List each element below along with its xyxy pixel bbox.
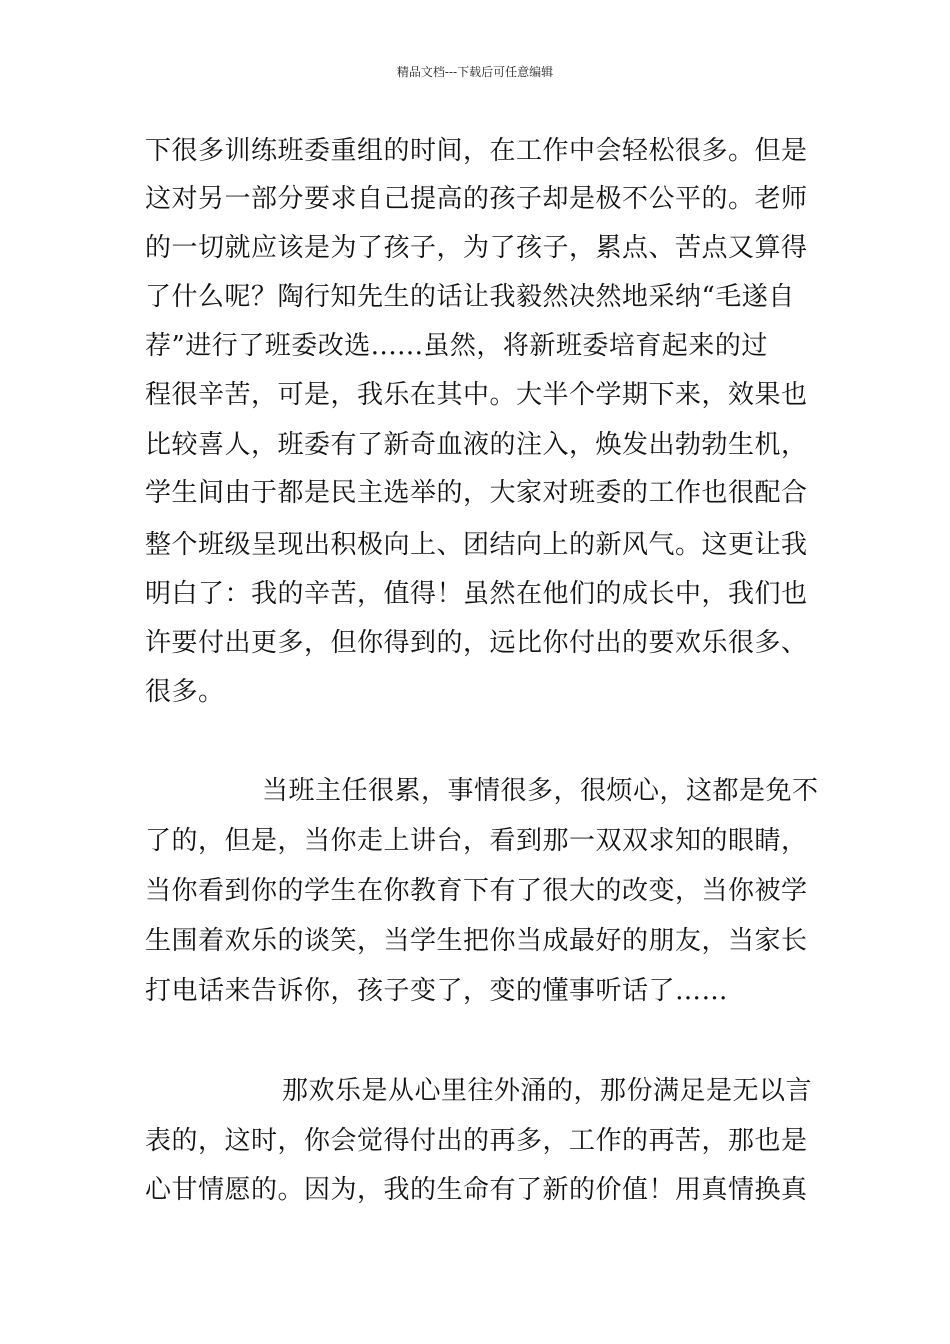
text-line: 这对另一部分要求自己提高的孩子却是极不公平的。老师 — [145, 184, 808, 214]
text-line: 明白了：我的辛苦，值得！虽然在他们的成长中，我们也 — [145, 579, 808, 609]
text-line: 程很辛苦，可是，我乐在其中。大半个学期下来，效果也 — [145, 380, 808, 410]
text-line: 的一切就应该是为了孩子，为了孩子，累点、苦点又算得 — [145, 233, 808, 263]
text-line: 很多。 — [145, 677, 225, 707]
text-line: 生围着欢乐的谈笑，当学生把你当成最好的朋友，当家长 — [145, 926, 808, 956]
text-line: 那欢乐是从心里往外涌的，那份满足是无以言 — [282, 1076, 813, 1106]
text-line: 心甘情愿的。因为，我的生命有了新的价值！用真情换真 — [145, 1175, 808, 1205]
text-line: 整个班级呈现出积极向上、团结向上的新风气。这更让我 — [145, 530, 808, 560]
text-line: 荐”进行了班委改选......虽然，将新班委培育起来的过 — [145, 331, 768, 361]
text-line: 了的，但是，当你走上讲台，看到那一双双求知的眼睛， — [145, 826, 808, 856]
text-line: 下很多训练班委重组的时间，在工作中会轻松很多。但是 — [145, 136, 808, 166]
text-line: 比较喜人，班委有了新奇血液的注入，焕发出勃勃生机， — [145, 430, 808, 460]
text-line: 许要付出更多，但你得到的，远比你付出的要欢乐很多、 — [145, 628, 808, 658]
text-line: 当班主任很累，事情很多，很烦心，这都是免不 — [262, 776, 819, 806]
text-line: 了什么呢？陶行知先生的话让我毅然决然地采纳“毛遂自 — [145, 282, 795, 312]
page-header: 精品文档---下载后可任意编辑 — [396, 65, 554, 79]
text-line: 当你看到你的学生在你教育下有了很大的改变，当你被学 — [145, 876, 808, 906]
text-line: 学生间由于都是民主选举的，大家对班委的工作也很配合 — [145, 478, 808, 508]
text-line: 表的，这时，你会觉得付出的再多，工作的再苦，那也是 — [145, 1126, 808, 1156]
text-line: 打电话来告诉你，孩子变了，变的懂事听话了…… — [145, 976, 729, 1006]
